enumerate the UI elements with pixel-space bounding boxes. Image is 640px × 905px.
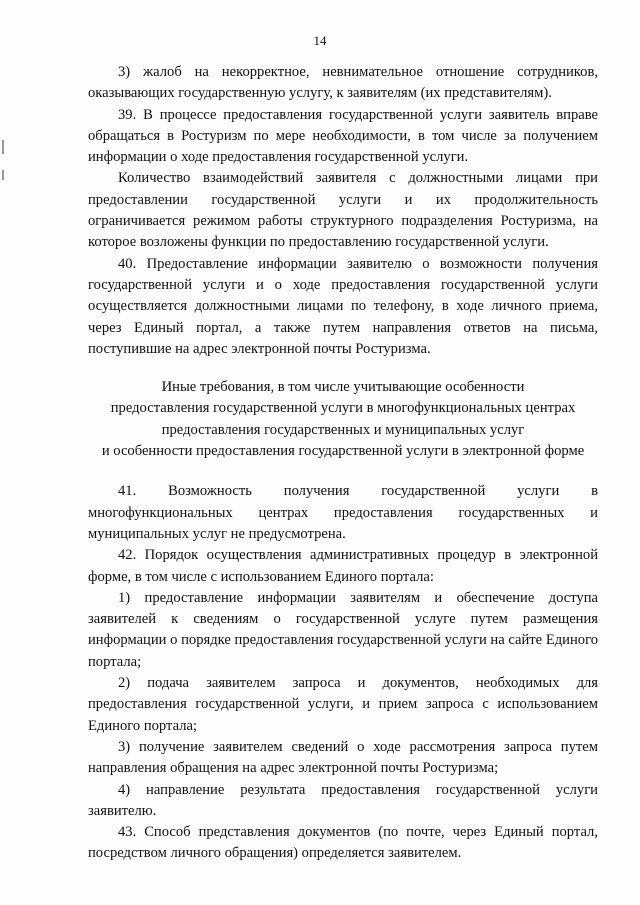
section-heading-line: предоставления государственных и муниципальных услуг	[161, 421, 525, 438]
section-heading-line: и особенности предоставления государственной услуги в электронной форме	[101, 443, 585, 460]
paragraph-item-3-complaints: 3) жалоб на некорректное, невнимательное отношение сотрудников, оказывающих государственную услугу, к заявителям (их представителям).	[88, 64, 598, 102]
document-body	[88, 62, 598, 865]
scan-margin-mark	[2, 140, 4, 154]
section-heading-line: предоставления государственной услуги в многофункциональных центрах	[110, 400, 576, 417]
paragraph-43: 43. Способ представления документов (по почте, через Единый портал, посредством личного обращения) определяется заявителем.	[88, 824, 598, 862]
paragraph-42-item-2: 2) подача заявителем запроса и документов, необходимых для предоставления государственной услуги, и прием запроса с использованием Единого портала;	[88, 675, 598, 734]
paragraph-40: 40. Предоставление информации заявителю о возможности получения государственной услуги и о ходе предоставления государственной услуги осуществляется должностными лицами по телефону, в ходе личного приема, через Единый портал, а также путем направления ответов на письма, поступившие на адрес электронной почты Ростуризма.	[88, 255, 598, 357]
page-number: 14	[313, 33, 327, 48]
paragraph-42-item-1: 1) предоставление информации заявителям и обеспечение доступа заявителей к сведениям о государственной услуге путем размещения информации о порядке предоставления государственной услуги на сайте Единого портала;	[88, 589, 598, 670]
paragraph-interactions: Количество взаимодействий заявителя с должностными лицами при предоставлении государственной услуги и их продолжительность ограничивается режимом работы структурного подразделения Ростуризма, на которое возложены функции по предоставлению государственной услуги.	[88, 170, 598, 251]
paragraph-39: 39. В процессе предоставления государственной услуги заявитель вправе обращаться в Ростуризм по мере необходимости, в том числе за получением информации о ходе предоставления государственной услуги.	[88, 106, 598, 166]
scan-margin-mark	[2, 170, 4, 180]
paragraph-41: 41. Возможность получения государственной услуги в многофункциональных центрах предоставления государственных и муниципальных услуг не предусмотрена.	[88, 483, 598, 542]
section-heading-line: Иные требования, в том числе учитывающие особенности	[161, 379, 525, 396]
paragraph-42-item-3: 3) получение заявителем сведений о ходе рассмотрения запроса путем направления обращения на адрес электронной почты Ростуризма;	[88, 738, 598, 777]
section-heading	[88, 377, 598, 462]
paragraph-42: 42. Порядок осуществления административных процедур в электронной форме, в том числе с использованием Единого портала:	[88, 547, 598, 585]
paragraph-42-item-4: 4) направление результата предоставления государственной услуги заявителю.	[88, 781, 598, 819]
